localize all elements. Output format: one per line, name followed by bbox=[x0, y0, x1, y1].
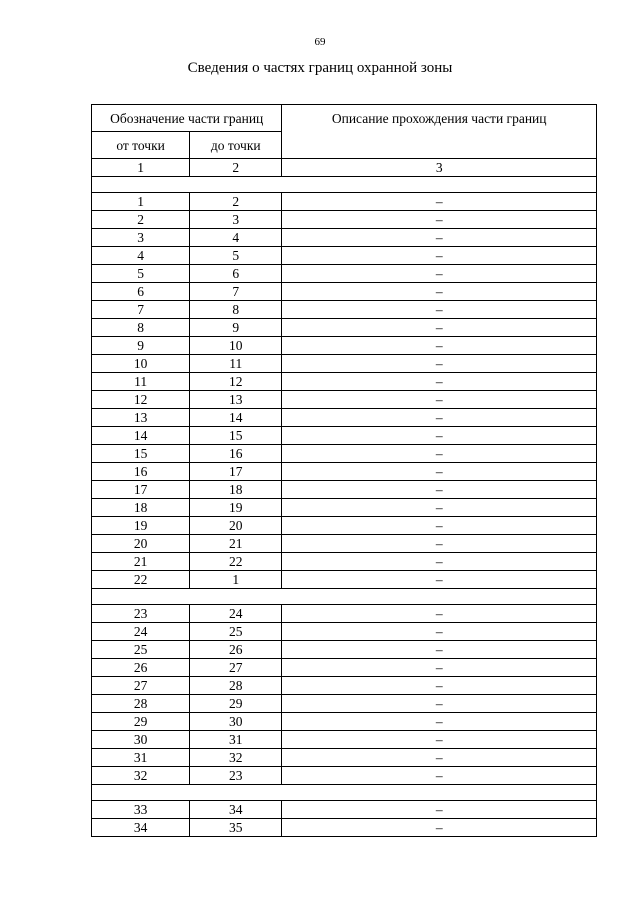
from-point-cell: 12 bbox=[92, 391, 190, 409]
to-point-cell: 24 bbox=[190, 605, 282, 623]
table-row bbox=[92, 427, 597, 445]
table-row bbox=[92, 319, 597, 337]
description-cell: – bbox=[282, 229, 597, 247]
table-row bbox=[92, 481, 597, 499]
boundary-parts-table bbox=[91, 104, 597, 837]
to-point-cell: 34 bbox=[190, 801, 282, 819]
description-cell: – bbox=[282, 571, 597, 589]
to-point-cell: 25 bbox=[190, 623, 282, 641]
from-point-cell: 19 bbox=[92, 517, 190, 535]
from-point-cell: 4 bbox=[92, 247, 190, 265]
from-point-cell: 28 bbox=[92, 695, 190, 713]
description-cell: – bbox=[282, 641, 597, 659]
section-separator-row bbox=[92, 785, 597, 801]
section-separator bbox=[92, 589, 597, 605]
description-cell: – bbox=[282, 391, 597, 409]
from-point-cell: 33 bbox=[92, 801, 190, 819]
table-row bbox=[92, 535, 597, 553]
table-row bbox=[92, 499, 597, 517]
table-row bbox=[92, 623, 597, 641]
description-cell: – bbox=[282, 517, 597, 535]
description-cell: – bbox=[282, 713, 597, 731]
table-row bbox=[92, 247, 597, 265]
description-cell: – bbox=[282, 427, 597, 445]
table-row bbox=[92, 211, 597, 229]
to-point-cell: 17 bbox=[190, 463, 282, 481]
from-point-cell: 30 bbox=[92, 731, 190, 749]
description-cell: – bbox=[282, 481, 597, 499]
table-row bbox=[92, 337, 597, 355]
to-point-cell: 13 bbox=[190, 391, 282, 409]
from-point-cell: 20 bbox=[92, 535, 190, 553]
description-cell: – bbox=[282, 731, 597, 749]
description-cell: – bbox=[282, 767, 597, 785]
table-row bbox=[92, 373, 597, 391]
description-cell: – bbox=[282, 463, 597, 481]
table-row bbox=[92, 641, 597, 659]
description-cell: – bbox=[282, 193, 597, 211]
from-point-cell: 23 bbox=[92, 605, 190, 623]
from-point-cell: 5 bbox=[92, 265, 190, 283]
to-point-cell: 3 bbox=[190, 211, 282, 229]
from-point-cell: 27 bbox=[92, 677, 190, 695]
section-separator-row bbox=[92, 589, 597, 605]
from-point-cell: 21 bbox=[92, 553, 190, 571]
from-point-cell: 24 bbox=[92, 623, 190, 641]
table-row bbox=[92, 749, 597, 767]
from-point-cell: 26 bbox=[92, 659, 190, 677]
to-point-cell: 4 bbox=[190, 229, 282, 247]
table-body bbox=[92, 105, 597, 837]
to-point-cell: 30 bbox=[190, 713, 282, 731]
table-row bbox=[92, 677, 597, 695]
to-point-cell: 12 bbox=[190, 373, 282, 391]
description-cell: – bbox=[282, 337, 597, 355]
table-row bbox=[92, 517, 597, 535]
column-number: 1 bbox=[92, 159, 190, 177]
section-separator-row bbox=[92, 177, 597, 193]
table-row bbox=[92, 713, 597, 731]
table-row bbox=[92, 767, 597, 785]
to-point-cell: 28 bbox=[190, 677, 282, 695]
description-cell: – bbox=[282, 553, 597, 571]
section-separator bbox=[92, 785, 597, 801]
description-cell: – bbox=[282, 247, 597, 265]
to-point-cell: 19 bbox=[190, 499, 282, 517]
from-point-cell: 17 bbox=[92, 481, 190, 499]
to-point-cell: 26 bbox=[190, 641, 282, 659]
table-row bbox=[92, 265, 597, 283]
column-number-row bbox=[92, 159, 597, 177]
from-point-cell: 16 bbox=[92, 463, 190, 481]
header-to-point: до точки bbox=[190, 132, 282, 159]
column-number: 2 bbox=[190, 159, 282, 177]
table-row bbox=[92, 801, 597, 819]
section-separator bbox=[92, 177, 597, 193]
to-point-cell: 18 bbox=[190, 481, 282, 499]
to-point-cell: 10 bbox=[190, 337, 282, 355]
description-cell: – bbox=[282, 801, 597, 819]
from-point-cell: 7 bbox=[92, 301, 190, 319]
description-cell: – bbox=[282, 749, 597, 767]
to-point-cell: 11 bbox=[190, 355, 282, 373]
from-point-cell: 22 bbox=[92, 571, 190, 589]
to-point-cell: 9 bbox=[190, 319, 282, 337]
table-row bbox=[92, 695, 597, 713]
table-row bbox=[92, 659, 597, 677]
to-point-cell: 15 bbox=[190, 427, 282, 445]
from-point-cell: 3 bbox=[92, 229, 190, 247]
table-row bbox=[92, 409, 597, 427]
from-point-cell: 29 bbox=[92, 713, 190, 731]
table-row bbox=[92, 193, 597, 211]
header-boundary-part: Обозначение части границ bbox=[92, 105, 282, 132]
table-row bbox=[92, 355, 597, 373]
to-point-cell: 20 bbox=[190, 517, 282, 535]
description-cell: – bbox=[282, 265, 597, 283]
from-point-cell: 14 bbox=[92, 427, 190, 445]
to-point-cell: 6 bbox=[190, 265, 282, 283]
description-cell: – bbox=[282, 605, 597, 623]
to-point-cell: 2 bbox=[190, 193, 282, 211]
table-row bbox=[92, 229, 597, 247]
description-cell: – bbox=[282, 695, 597, 713]
from-point-cell: 8 bbox=[92, 319, 190, 337]
description-cell: – bbox=[282, 409, 597, 427]
description-cell: – bbox=[282, 355, 597, 373]
description-cell: – bbox=[282, 301, 597, 319]
to-point-cell: 22 bbox=[190, 553, 282, 571]
table-row bbox=[92, 605, 597, 623]
description-cell: – bbox=[282, 623, 597, 641]
from-point-cell: 10 bbox=[92, 355, 190, 373]
from-point-cell: 1 bbox=[92, 193, 190, 211]
table-row bbox=[92, 731, 597, 749]
to-point-cell: 27 bbox=[190, 659, 282, 677]
description-cell: – bbox=[282, 535, 597, 553]
header-from-point: от точки bbox=[92, 132, 190, 159]
description-cell: – bbox=[282, 659, 597, 677]
to-point-cell: 32 bbox=[190, 749, 282, 767]
table-row bbox=[92, 301, 597, 319]
column-number: 3 bbox=[282, 159, 597, 177]
description-cell: – bbox=[282, 211, 597, 229]
page-number: 69 bbox=[314, 36, 326, 48]
from-point-cell: 31 bbox=[92, 749, 190, 767]
description-cell: – bbox=[282, 319, 597, 337]
table-row bbox=[92, 445, 597, 463]
from-point-cell: 34 bbox=[92, 819, 190, 837]
from-point-cell: 6 bbox=[92, 283, 190, 301]
table-row bbox=[92, 819, 597, 837]
to-point-cell: 31 bbox=[190, 731, 282, 749]
to-point-cell: 16 bbox=[190, 445, 282, 463]
to-point-cell: 8 bbox=[190, 301, 282, 319]
description-cell: – bbox=[282, 677, 597, 695]
to-point-cell: 29 bbox=[190, 695, 282, 713]
table-row bbox=[92, 391, 597, 409]
from-point-cell: 32 bbox=[92, 767, 190, 785]
from-point-cell: 18 bbox=[92, 499, 190, 517]
header-row bbox=[92, 105, 597, 132]
description-cell: – bbox=[282, 819, 597, 837]
to-point-cell: 14 bbox=[190, 409, 282, 427]
table-row bbox=[92, 571, 597, 589]
to-point-cell: 7 bbox=[190, 283, 282, 301]
to-point-cell: 1 bbox=[190, 571, 282, 589]
to-point-cell: 35 bbox=[190, 819, 282, 837]
from-point-cell: 9 bbox=[92, 337, 190, 355]
from-point-cell: 15 bbox=[92, 445, 190, 463]
from-point-cell: 13 bbox=[92, 409, 190, 427]
header-description: Описание прохождения части границ bbox=[282, 105, 597, 159]
page-title: Сведения о частях границ охранной зоны bbox=[187, 60, 453, 76]
table-row bbox=[92, 463, 597, 481]
description-cell: – bbox=[282, 283, 597, 301]
to-point-cell: 23 bbox=[190, 767, 282, 785]
to-point-cell: 21 bbox=[190, 535, 282, 553]
description-cell: – bbox=[282, 373, 597, 391]
table-row bbox=[92, 553, 597, 571]
from-point-cell: 11 bbox=[92, 373, 190, 391]
description-cell: – bbox=[282, 445, 597, 463]
from-point-cell: 2 bbox=[92, 211, 190, 229]
description-cell: – bbox=[282, 499, 597, 517]
from-point-cell: 25 bbox=[92, 641, 190, 659]
table-row bbox=[92, 283, 597, 301]
to-point-cell: 5 bbox=[190, 247, 282, 265]
